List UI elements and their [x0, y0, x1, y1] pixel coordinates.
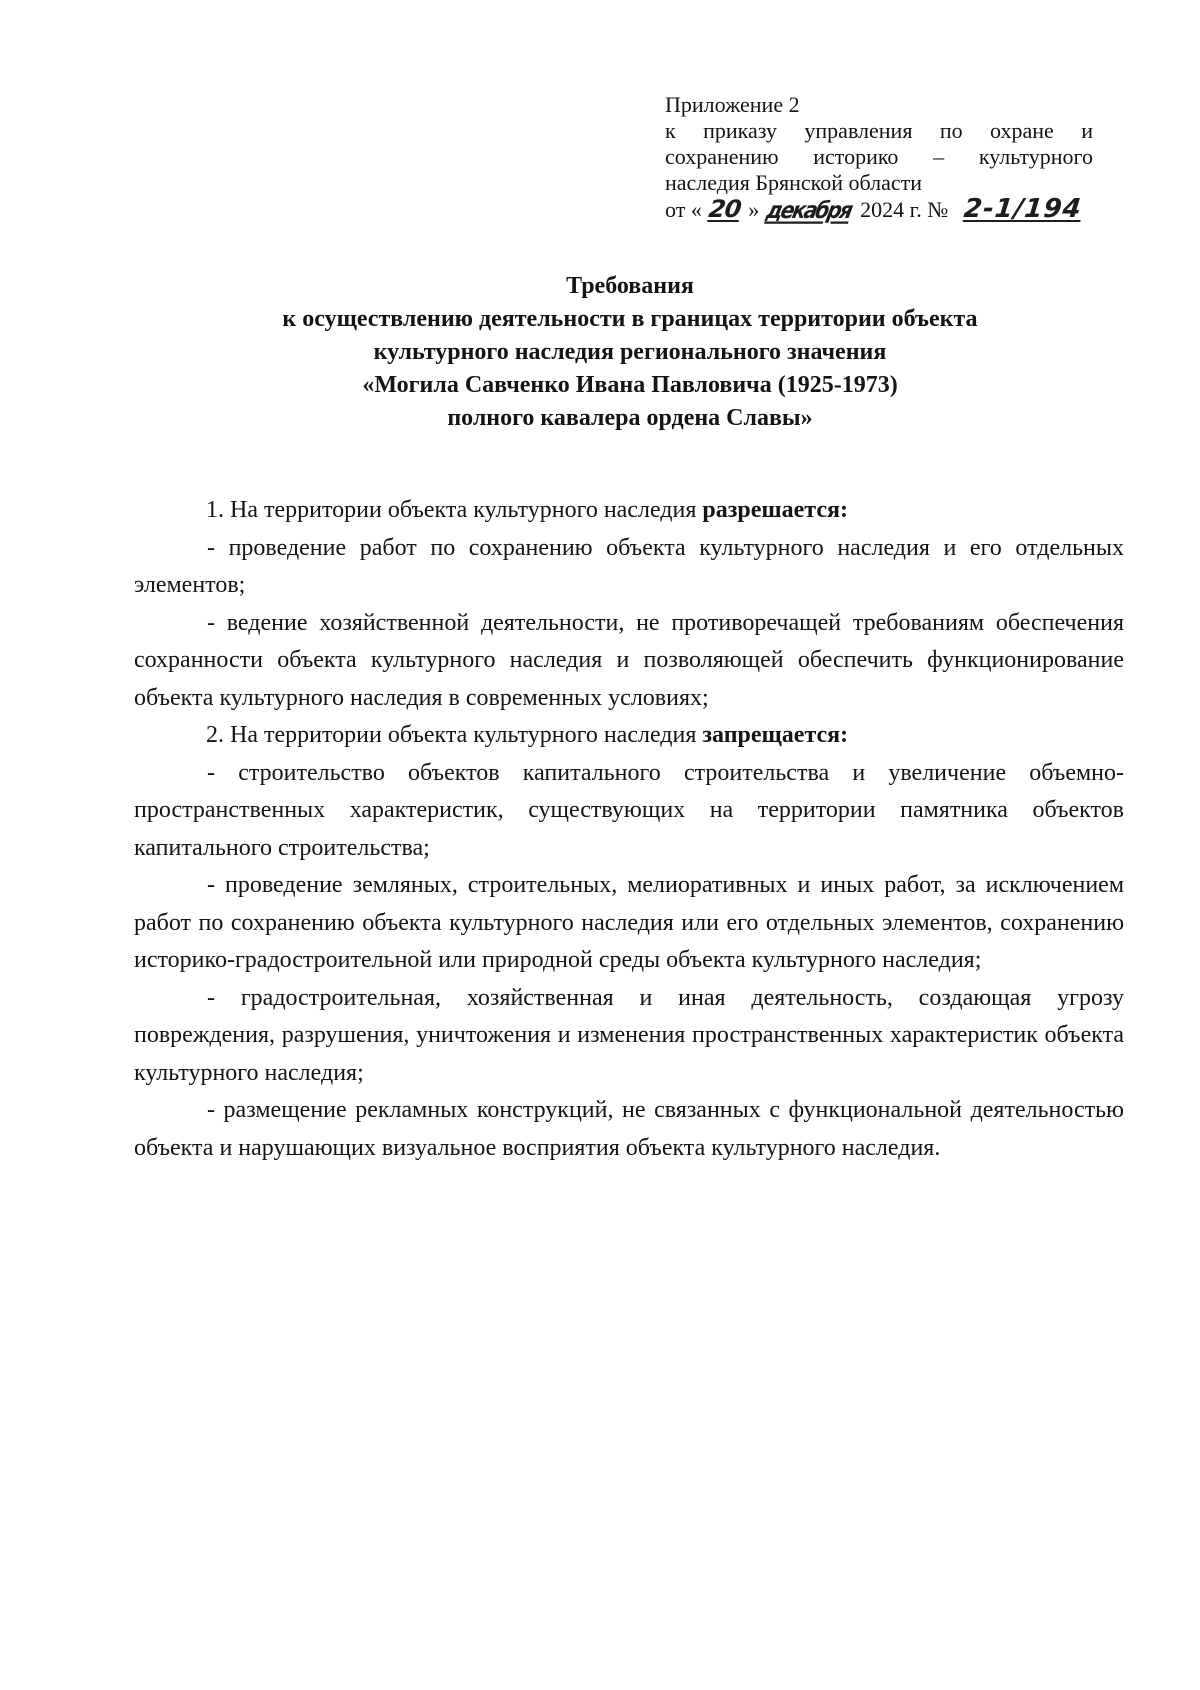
section-1-keyword: разрешается:	[702, 497, 848, 523]
title-line-4: «Могила Савченко Ивана Павловича (1925-1973)	[362, 372, 898, 398]
appendix-region-line: наследия Брянской области	[665, 170, 923, 195]
handwritten-day: 20	[707, 195, 743, 223]
date-quote-close: »	[748, 197, 760, 222]
appendix-order-line: к приказу управления по охране и	[665, 118, 1093, 143]
appendix-date-line	[665, 196, 1093, 223]
handwritten-month: декабря	[763, 196, 854, 224]
title-line-5: полного кавалера ордена Славы»	[447, 405, 813, 431]
section-1-heading	[134, 492, 1124, 530]
section-1-item: - ведение хозяйственной деятельности, не противоречащей требованиям обеспечения сохранности объекта культурного наследия и позволяющей обеспечить функционирование объекта культурного наследия в современных условиях;	[134, 609, 1124, 711]
section-1-heading-text: 1. На территории объекта культурного наследия	[206, 497, 697, 523]
title-line-1: Требования	[566, 273, 694, 299]
section-2-heading	[134, 717, 1124, 755]
title-line-3: культурного наследия регионального значения	[373, 339, 887, 365]
handwritten-doc-number: 2-1/194	[962, 194, 1084, 224]
document-title	[160, 270, 1100, 435]
section-2-item: - проведение земляных, строительных, мелиоративных и иных работ, за исключением работ по сохранению объекта культурного наследия или его отдельных элементов, сохранению историко-градостроительной или природной среды объекта культурного наследия;	[134, 872, 1124, 973]
section-2-item: - строительство объектов капитального строительства и увеличение объемно-пространственных характеристик, существующих на территории памятника объектов капитального строительства;	[134, 759, 1124, 861]
appendix-title: Приложение 2	[665, 92, 800, 117]
section-2-item: - размещение рекламных конструкций, не связанных с функциональной деятельностью объекта и нарушающих визуальное восприятия объекта культурного наследия.	[134, 1097, 1124, 1161]
section-2-keyword: запрещается:	[702, 722, 849, 748]
section-2-heading-text: 2. На территории объекта культурного наследия	[206, 722, 697, 748]
date-prefix: от «	[665, 197, 702, 222]
section-2-item: - градостроительная, хозяйственная и иная деятельность, создающая угрозу повреждения, разрушения, уничтожения и изменения пространственных характеристик объекта культурного наследия;	[134, 984, 1124, 1086]
document-body	[134, 492, 1124, 1167]
appendix-block	[665, 92, 1093, 223]
appendix-department-line: сохранению историко – культурного	[665, 144, 1093, 169]
title-line-2: к осуществлению деятельности в границах территории объекта	[282, 306, 978, 332]
date-year: 2024 г. №	[860, 197, 949, 222]
section-1-item: - проведение работ по сохранению объекта культурного наследия и его отдельных элементов;	[134, 534, 1124, 598]
